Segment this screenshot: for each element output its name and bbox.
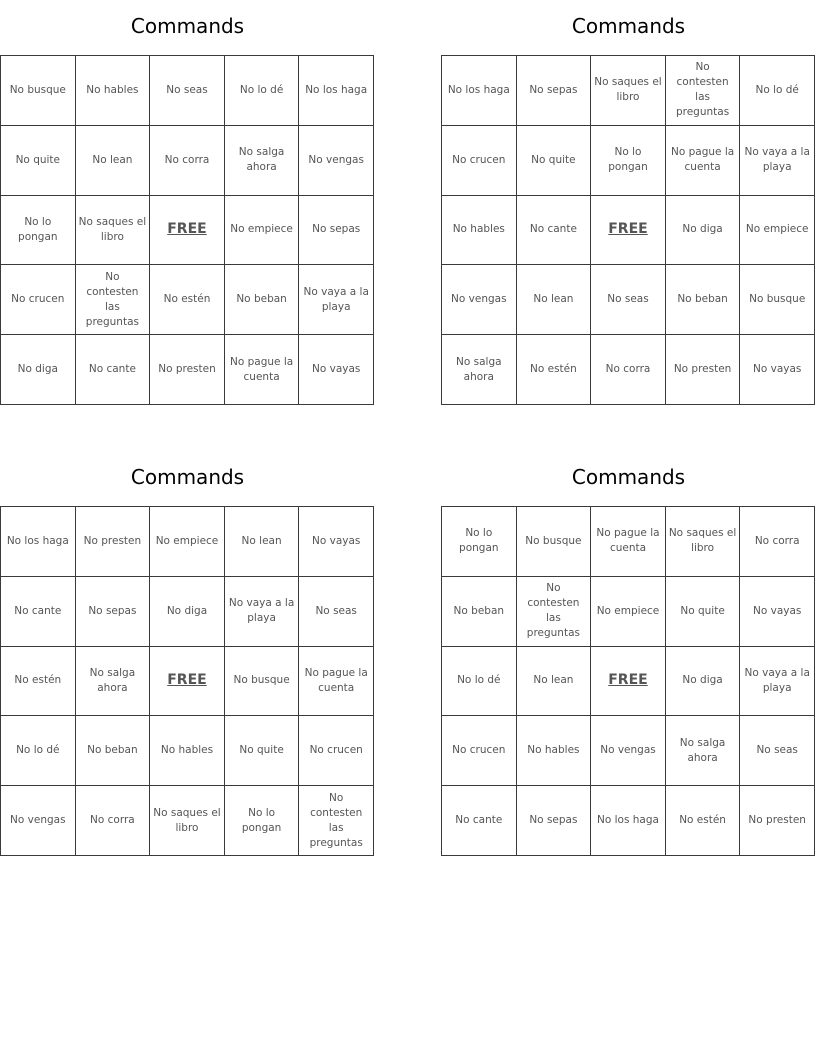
bingo-cell[interactable]: No diga <box>150 576 225 646</box>
bingo-cell[interactable]: No sepas <box>299 195 374 265</box>
bingo-cell[interactable]: No diga <box>665 646 740 716</box>
bingo-cell[interactable]: No vayas <box>740 576 815 646</box>
bingo-cell[interactable]: No cante <box>1 576 76 646</box>
grid-row <box>1 786 374 856</box>
bingo-cell[interactable]: No presten <box>665 335 740 405</box>
bingo-cell[interactable]: No presten <box>75 507 150 577</box>
bingo-cell[interactable]: No lo dé <box>1 716 76 786</box>
grid-row <box>1 716 374 786</box>
bingo-cell[interactable]: No vaya a la playa <box>224 576 299 646</box>
bingo-cell[interactable]: No pague la cuenta <box>224 335 299 405</box>
bingo-cell[interactable]: No beban <box>75 716 150 786</box>
bingo-cell[interactable]: No seas <box>299 576 374 646</box>
bingo-cell[interactable]: No los haga <box>442 56 517 126</box>
bingo-cell[interactable]: No lo pongan <box>224 786 299 856</box>
bingo-cell[interactable]: No diga <box>1 335 76 405</box>
bingo-cell[interactable]: No cante <box>75 335 150 405</box>
bingo-cell[interactable]: No quite <box>516 125 591 195</box>
bingo-cell[interactable]: No contesten las preguntas <box>516 576 591 646</box>
bingo-cell[interactable]: No vengas <box>591 716 666 786</box>
bingo-cell[interactable]: No quite <box>224 716 299 786</box>
bingo-cell[interactable]: No lo dé <box>224 56 299 126</box>
bingo-cell[interactable]: No saques el libro <box>665 507 740 577</box>
bingo-cell[interactable]: No vaya a la playa <box>299 265 374 335</box>
bingo-cell[interactable]: No corra <box>740 507 815 577</box>
bingo-cell[interactable]: No lean <box>516 646 591 716</box>
bingo-cell[interactable]: No estén <box>516 335 591 405</box>
bingo-cell[interactable]: No corra <box>150 125 225 195</box>
bingo-cell[interactable]: No pague la cuenta <box>591 507 666 577</box>
bingo-cell[interactable]: No empiece <box>224 195 299 265</box>
grid-row <box>442 576 815 646</box>
bingo-cell[interactable]: No cante <box>442 786 517 856</box>
free-space-cell[interactable]: FREE <box>591 646 666 716</box>
grid-row <box>1 195 374 265</box>
bingo-grid <box>441 55 815 405</box>
bingo-cell[interactable]: No empiece <box>740 195 815 265</box>
bingo-grid <box>0 55 374 405</box>
bingo-cell[interactable]: No busque <box>740 265 815 335</box>
bingo-cell[interactable]: No lo pongan <box>442 507 517 577</box>
bingo-cell[interactable]: No los haga <box>1 507 76 577</box>
bingo-cell[interactable]: No salga ahora <box>442 335 517 405</box>
bingo-cell[interactable]: No busque <box>224 646 299 716</box>
grid-row <box>442 507 815 577</box>
grid-row <box>442 195 815 265</box>
bingo-cell[interactable]: No vaya a la playa <box>740 646 815 716</box>
bingo-cell[interactable]: No saques el libro <box>75 195 150 265</box>
bingo-cell[interactable]: No estén <box>150 265 225 335</box>
bingo-cell[interactable]: No vengas <box>442 265 517 335</box>
grid-row <box>442 786 815 856</box>
bingo-cell[interactable]: No quite <box>665 576 740 646</box>
bingo-cell[interactable]: No vayas <box>299 335 374 405</box>
grid-row <box>1 265 374 335</box>
grid-row <box>1 56 374 126</box>
bingo-cell[interactable]: No estén <box>1 646 76 716</box>
bingo-cell[interactable]: No lean <box>516 265 591 335</box>
bingo-cell[interactable]: No beban <box>442 576 517 646</box>
grid-row <box>442 265 815 335</box>
bingo-cell[interactable]: No crucen <box>1 265 76 335</box>
bingo-cell[interactable]: No beban <box>665 265 740 335</box>
grid-row <box>442 335 815 405</box>
bingo-cell[interactable]: No salga ahora <box>665 716 740 786</box>
grid-row <box>1 646 374 716</box>
grid-row <box>442 125 815 195</box>
bingo-cell[interactable]: No saques el libro <box>150 786 225 856</box>
free-space-cell[interactable]: FREE <box>150 195 225 265</box>
bingo-cell[interactable]: No estén <box>665 786 740 856</box>
bingo-cell[interactable]: No lo pongan <box>591 125 666 195</box>
bingo-cell[interactable]: No presten <box>740 786 815 856</box>
bingo-cell[interactable]: No vayas <box>740 335 815 405</box>
bingo-cell[interactable]: No corra <box>75 786 150 856</box>
bingo-cell[interactable]: No presten <box>150 335 225 405</box>
bingo-cell[interactable]: No busque <box>1 56 76 126</box>
grid-row <box>442 646 815 716</box>
grid-row <box>1 507 374 577</box>
bingo-cell[interactable]: No hables <box>75 56 150 126</box>
card-title: Commands <box>130 465 245 489</box>
bingo-cell[interactable]: No lo pongan <box>1 195 76 265</box>
bingo-cell[interactable]: No vayas <box>299 507 374 577</box>
bingo-cell[interactable]: No seas <box>150 56 225 126</box>
grid-row <box>1 335 374 405</box>
bingo-cell[interactable]: No hables <box>516 716 591 786</box>
bingo-cell[interactable]: No lo dé <box>740 56 815 126</box>
bingo-cell[interactable]: No los haga <box>591 786 666 856</box>
bingo-cell[interactable]: No salga ahora <box>224 125 299 195</box>
grid-row <box>442 56 815 126</box>
bingo-cell[interactable]: No seas <box>740 716 815 786</box>
bingo-cell[interactable]: No corra <box>591 335 666 405</box>
free-space-cell[interactable]: FREE <box>150 646 225 716</box>
bingo-cell[interactable]: No sepas <box>516 786 591 856</box>
bingo-cell[interactable]: No empiece <box>150 507 225 577</box>
bingo-cell[interactable]: No lean <box>75 125 150 195</box>
grid-row <box>1 125 374 195</box>
bingo-cell[interactable]: No los haga <box>299 56 374 126</box>
bingo-cell[interactable]: No diga <box>665 195 740 265</box>
bingo-cell[interactable]: No sepas <box>75 576 150 646</box>
bingo-cell[interactable]: No pague la cuenta <box>665 125 740 195</box>
bingo-cell[interactable]: No empiece <box>591 576 666 646</box>
bingo-cell[interactable]: No saques el libro <box>591 56 666 126</box>
bingo-cell[interactable]: No lo dé <box>442 646 517 716</box>
grid-row <box>442 716 815 786</box>
bingo-cell[interactable]: No vengas <box>1 786 76 856</box>
bingo-cell[interactable]: No contesten las preguntas <box>75 265 150 335</box>
bingo-grid <box>0 506 374 856</box>
grid-row <box>1 576 374 646</box>
bingo-cell[interactable]: No cante <box>516 195 591 265</box>
bingo-cell[interactable]: No seas <box>591 265 666 335</box>
bingo-cell[interactable]: No crucen <box>442 716 517 786</box>
bingo-cell[interactable]: No busque <box>516 507 591 577</box>
bingo-grid <box>441 506 815 856</box>
bingo-cell[interactable]: No crucen <box>299 716 374 786</box>
bingo-cell[interactable]: No vaya a la playa <box>740 125 815 195</box>
bingo-cell[interactable]: No salga ahora <box>75 646 150 716</box>
bingo-cell[interactable]: No quite <box>1 125 76 195</box>
card-title: Commands <box>571 465 686 489</box>
bingo-cell[interactable]: No beban <box>224 265 299 335</box>
bingo-cell[interactable]: No pague la cuenta <box>299 646 374 716</box>
bingo-cell[interactable]: No sepas <box>516 56 591 126</box>
bingo-cell[interactable]: No contesten las preguntas <box>665 56 740 126</box>
bingo-cell[interactable]: No vengas <box>299 125 374 195</box>
card-title: Commands <box>571 14 686 38</box>
card-title: Commands <box>130 14 245 38</box>
free-space-cell[interactable]: FREE <box>591 195 666 265</box>
bingo-cell[interactable]: No hables <box>150 716 225 786</box>
bingo-cell[interactable]: No crucen <box>442 125 517 195</box>
bingo-cell[interactable]: No contesten las preguntas <box>299 786 374 856</box>
bingo-cell[interactable]: No hables <box>442 195 517 265</box>
bingo-cell[interactable]: No lean <box>224 507 299 577</box>
